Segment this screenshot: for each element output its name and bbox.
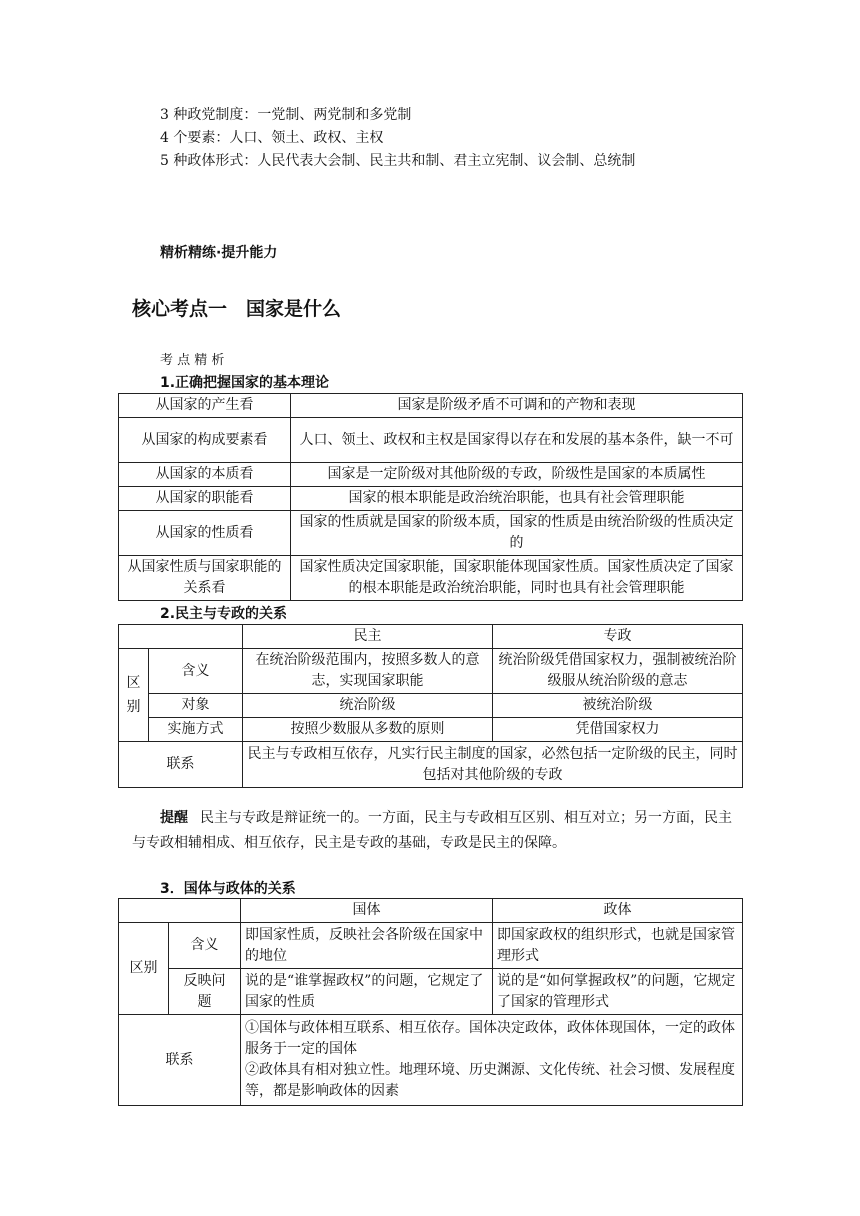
cell-state-system: 说的是“谁掌握政权”的问题，它规定了国家的性质 [241,969,493,1015]
link-cell [241,1015,743,1106]
row-label: 从国家的职能看 [119,487,291,511]
cell-dictatorship: 统治阶级凭借国家权力，强制被统治阶级服从统治阶级的意志 [493,649,743,694]
group-label: 区别 [119,923,169,1015]
cell-dictatorship: 凭借国家权力 [493,718,743,742]
row-value: 国家的性质就是国家的阶级本质，国家的性质是由统治阶级的性质决定的 [291,511,743,556]
row-label: 反映问题 [169,969,241,1015]
header-blank [119,625,243,649]
row-label: 从国家的性质看 [119,511,291,556]
link-point-1: ①国体与政体相互联系、相互依存。国体决定政体，政体体现国体，一定的政体服务于一定的国体 [245,1020,735,1057]
row-label: 实施方式 [149,718,243,742]
reminder-text: 民主与专政是辩证统一的。一方面，民主与专政相互区别、相互对立；另一方面，民主与专政相辅相成、相互依存，民主是专政的基础，专政是民主的保障。 [132,810,732,851]
row-value: 国家的根本职能是政治统治职能，也具有社会管理职能 [291,487,743,511]
table-row [119,418,743,463]
column-header: 专政 [493,625,743,649]
row-label: 对象 [149,694,243,718]
subheading: 考 点 精 析 [160,353,225,368]
link-point-2: ②政体具有相对独立性。地理环境、历史渊源、文化传统、社会习惯、发展程度等，都是影响政体的因素 [245,1062,735,1099]
row-label: 联系 [119,1015,241,1106]
row-label: 含义 [149,649,243,694]
table-row [119,463,743,487]
table-row [119,394,743,418]
row-label: 从国家的本质看 [119,463,291,487]
cell-democracy: 按照少数服从多数的原则 [243,718,493,742]
reminder-note [132,806,744,856]
row-label: 含义 [169,923,241,969]
table-row [119,511,743,556]
state-theory-table [118,393,743,601]
table-row [119,742,743,788]
table-header-row [119,899,743,923]
table2-title: 2.民主与专政的关系 [160,606,288,622]
summary-line-state-elements: 4 个要素：人口、领土、政权、主权 [160,130,384,146]
table3-title: 3．国体与政体的关系 [160,881,296,897]
cell-polity: 即国家政权的组织形式，也就是国家管理形式 [493,923,743,969]
state-system-polity-table [118,898,743,1106]
table-row [119,487,743,511]
table-header-row [119,625,743,649]
table-row [119,1015,743,1106]
table-row [119,694,743,718]
row-value: 国家性质决定国家职能，国家职能体现国家性质。国家性质决定了国家的根本职能是政治统治职能，同时也具有社会管理职能 [291,556,743,601]
link-cell: 民主与专政相互依存，凡实行民主制度的国家，必然包括一定阶级的民主，同时包括对其他阶级的专政 [243,742,743,788]
reminder-label: 提醒 [160,810,188,826]
cell-democracy: 在统治阶级范围内，按照多数人的意志，实现国家职能 [243,649,493,694]
table-row [119,969,743,1015]
page-heading: 核心考点一 国家是什么 [132,298,342,320]
table-row [119,649,743,694]
cell-polity: 说的是“如何掌握政权”的问题，它规定了国家的管理形式 [493,969,743,1015]
cell-democracy: 统治阶级 [243,694,493,718]
row-value: 国家是一定阶级对其他阶级的专政，阶级性是国家的本质属性 [291,463,743,487]
row-label: 联系 [119,742,243,788]
header-blank [119,899,241,923]
democracy-dictatorship-table [118,624,743,788]
row-label: 从国家的构成要素看 [119,418,291,463]
table1-title: 1.正确把握国家的基本理论 [160,375,330,391]
table-row [119,718,743,742]
group-label: 区别 [119,649,149,742]
column-header: 国体 [241,899,493,923]
row-value: 国家是阶级矛盾不可调和的产物和表现 [291,394,743,418]
row-label: 从国家的产生看 [119,394,291,418]
column-header: 政体 [493,899,743,923]
column-header: 民主 [243,625,493,649]
table-row [119,923,743,969]
summary-line-polity-forms: 5 种政体形式：人民代表大会制、民主共和制、君主立宪制、议会制、总统制 [160,153,636,169]
cell-state-system: 即国家性质，反映社会各阶级在国家中的地位 [241,923,493,969]
summary-line-party-systems: 3 种政党制度：一党制、两党制和多党制 [160,107,412,123]
table-row [119,556,743,601]
row-value: 人口、领土、政权和主权是国家得以存在和发展的基本条件，缺一不可 [291,418,743,463]
row-label: 从国家性质与国家职能的关系看 [119,556,291,601]
cell-dictatorship: 被统治阶级 [493,694,743,718]
section-label: 精析精练·提升能力 [160,245,278,261]
